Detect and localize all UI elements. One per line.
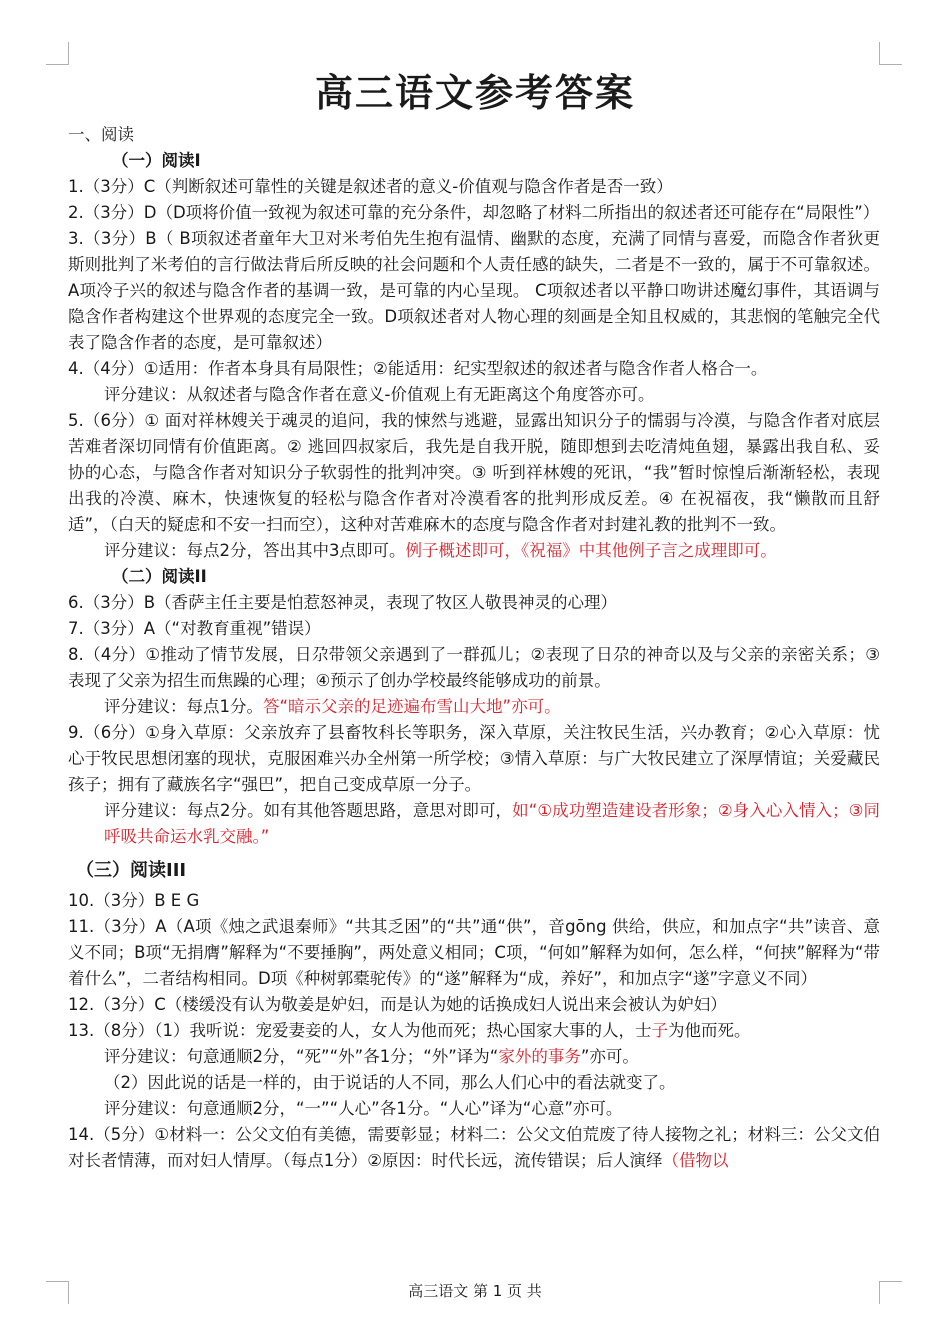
answer-q8: 8.（4分）①推动了情节发展，日尕带领父亲遇到了一群孤儿；②表现了日尕的神奇以及与父亲的亲密关系；③表现了父亲为招生而焦躁的心理；④预示了创办学校最终能够成功的前景。	[68, 645, 880, 690]
answer-text: 为他而死。	[668, 1021, 751, 1040]
answer-q3: 3.（3分）B（ B项叙述者童年大卫对米考伯先生抱有温情、幽默的态度，充满了同情与喜爱，而隐含作者狄更斯则批判了米考伯的言行做法背后所反映的社会问题和个人责任感的缺失，二者是不一致的，属于不可靠叙述。A项冷子兴的叙述与隐含作者的基调一致，是可靠的内心呈现。 C项叙述者以平静口吻讲述魔幻事件，其语调与隐含作者构建这个世界观的态度完全一致。D项叙述者对人物心理的刻画是全知且权威的，其悲悯的笔触完全代表了隐含作者的态度，是可靠叙述）	[68, 229, 880, 352]
answer-q6: 6.（3分）B（香萨主任主要是怕惹怒神灵，表现了牧区人敬畏神灵的心理）	[68, 593, 618, 612]
scoring-note-highlight: 如“①成功塑造建设者形象；②身入心入情入；③同呼吸共命运水乳交融。”	[104, 801, 880, 846]
answer-highlight: 子	[651, 1021, 668, 1040]
answer-q14	[68, 1122, 880, 1174]
section-heading: 一、阅读	[68, 125, 134, 144]
page-footer: 高三语文 第 1 页 共	[408, 1282, 542, 1300]
answer-q9: 9.（6分）①身入草原：父亲放弃了县畜牧科长等职务，深入草原，关注牧民生活，兴办教育；②心入草原：忧心于牧民思想闭塞的现状，克服困难兴办全州第一所学校；③情入草原：与广大牧民建立了深厚情谊；关爱藏民孩子；拥有了藏族名字“强巴”，把自己变成草原一分子。	[68, 723, 880, 794]
answer-content	[68, 122, 880, 1174]
answer-q11: 11.（3分）A（A项《烛之武退秦师》“共其乏困”的“共”通“供”，音gōng 供给，供应，和加点字“共”读音、意义不同；B项“无捐膺”解释为“不要捶胸”，两处意义相同；C项，“何如”解释为如何，怎么样，“何挟”解释为“带着什么”，二者结构相同。D项《种树郭橐驼传》的“遂”解释为“成，养好”，和加点字“遂”字意义不同）	[68, 917, 880, 988]
scoring-note-q8	[68, 694, 880, 720]
subsection-heading-2: （二）阅读II	[112, 567, 207, 586]
answer-text: 14.（5分）①材料一：公父文伯有美德，需要彰显；材料二：公父文伯荒废了待人接物之礼；材料三：公父文伯对长者情薄，而对妇人情厚。（每点1分）②原因：时代长远，流传错误；后人演绎	[68, 1125, 880, 1170]
scoring-note-highlight: 家外的事务	[498, 1047, 581, 1066]
answer-q4: 4.（4分）①适用：作者本身具有局限性；②能适用：纪实型叙述的叙述者与隐含作者人格合一。	[68, 359, 768, 378]
scoring-note-text: 评分建议：每点2分，答出其中3点即可。	[104, 541, 406, 560]
scoring-note-q13-2: 评分建议：句意通顺2分，“一”“人心”各1分。“人心”译为“心意”亦可。	[104, 1099, 623, 1118]
scoring-note-text: 评分建议：每点1分。	[104, 697, 263, 716]
answer-highlight: （借物以	[662, 1151, 729, 1170]
answer-q2: 2.（3分）D（D项将价值一致视为叙述可靠的充分条件，却忽略了材料二所指出的叙述者还可能存在“局限性”）	[68, 203, 880, 222]
page-title: 高三语文参考答案	[314, 71, 635, 115]
answer-q1: 1.（3分）C（判断叙述可靠性的关键是叙述者的意义-价值观与隐含作者是否一致）	[68, 177, 673, 196]
subsection-heading-3: （三）阅读III	[76, 860, 187, 881]
scoring-note-text: 评分建议：每点2分。如有其他答题思路，意思对即可，	[104, 801, 513, 820]
scoring-note-text: 评分建议：句意通顺2分，“死”“外”各1分；“外”译为“	[104, 1047, 499, 1066]
answer-q7: 7.（3分）A（“对教育重视”错误）	[68, 619, 321, 638]
scoring-note-q13-1	[68, 1044, 880, 1070]
scoring-note-q5	[68, 538, 880, 564]
scoring-note-q9	[68, 798, 880, 850]
scoring-note-q4: 评分建议：从叙述者与隐含作者在意义-价值观上有无距离这个角度答亦可。	[104, 385, 655, 404]
answer-q12: 12.（3分）C（楼缓没有认为敬姜是妒妇，而是认为她的话换成妇人说出来会被认为妒妇）	[68, 995, 727, 1014]
answer-text: 13.（8分）（1）我听说：宠爱妻妾的人，女人为他而死；热心国家大事的人，士	[68, 1021, 652, 1040]
scoring-note-text: ”亦可。	[580, 1047, 639, 1066]
scoring-note-highlight: 例子概述即可，《祝福》中其他例子言之成理即可。	[405, 541, 777, 560]
answer-q13-part1	[68, 1018, 880, 1044]
answer-q13-part2: （2）因此说的话是一样的，由于说话的人不同，那么人们心中的看法就变了。	[104, 1073, 676, 1092]
scoring-note-highlight: 答“暗示父亲的足迹遍布雪山大地”亦可。	[263, 697, 561, 716]
subsection-heading-1: （一）阅读I	[112, 151, 201, 170]
answer-q5: 5.（6分）① 面对祥林嫂关于魂灵的追问，我的悚然与逃避，显露出知识分子的懦弱与冷漠，与隐含作者对底层苦难者深切同情有价值距离。② 逃回四叔家后，我先是自我开脱，随即想到去吃清炖鱼翅，暴露出我自私、妥协的心态，与隐含作者对知识分子软弱性的批判冲突。③ 听到祥林嫂的死讯，“我”暂时惊惶后渐渐轻松，表现出我的冷漠、麻木，快速恢复的轻松与隐含作者对冷漠看客的批判形成反差。④ 在祝福夜，我“懒散而且舒适”，（白天的疑虑和不安一扫而空），这种对苦难麻木的态度与隐含作者对封建礼教的批判不一致。	[68, 411, 880, 534]
answer-q10: 10.（3分）B E G	[68, 891, 200, 910]
